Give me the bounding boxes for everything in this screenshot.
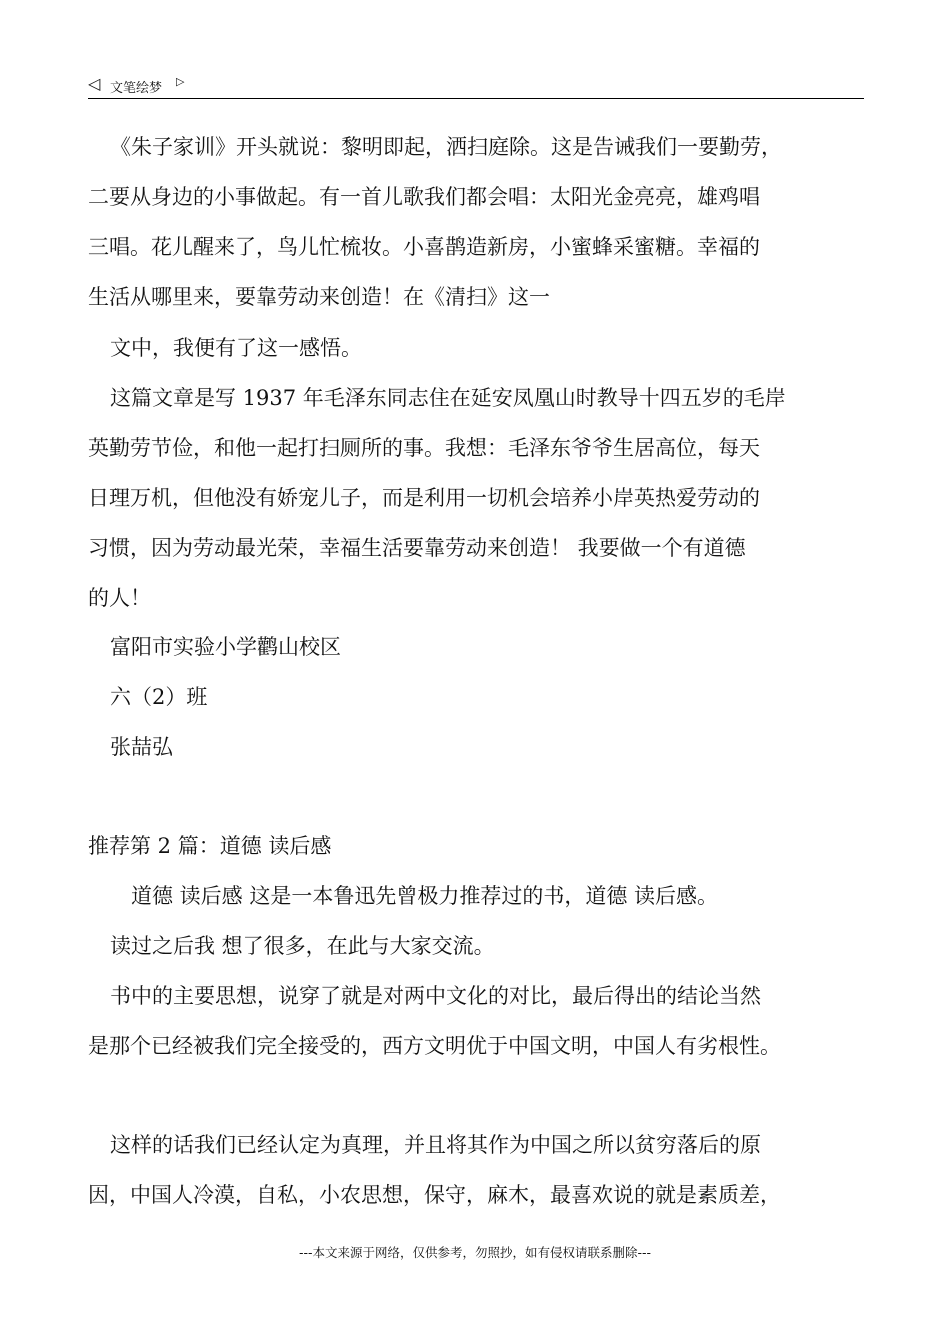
text-line: 的人！: [88, 586, 151, 610]
text-line: 书中的主要思想，说穿了就是对两中文化的对比，最后得出的结论当然: [110, 984, 761, 1008]
text-line: 二要从身边的小事做起。有一首儿歌我们都会唱：太阳光金亮亮，雄鸡唱: [88, 185, 760, 209]
text-line: 道德 读后感 这是一本鲁迅先曾极力推荐过的书，道德 读后感。: [131, 884, 719, 908]
section-heading: 推荐第 2 篇：道德 读后感: [88, 834, 332, 858]
triangle-left-icon: ◁: [88, 74, 101, 93]
text-line: 读过之后我 想了很多，在此与大家交流。: [110, 934, 495, 958]
text-line: 文中，我便有了这一感悟。: [110, 336, 362, 360]
page-header: [88, 74, 864, 99]
school-name: 富阳市实验小学鹳山校区: [110, 635, 341, 659]
text-line: 习惯，因为劳动最光荣，幸福生活要靠劳动来创造！ 我要做一个有道德: [88, 536, 746, 560]
author-name: 张喆弘: [110, 735, 173, 759]
text-line: 三唱。花儿醒来了，鸟儿忙梳妆。小喜鹊造新房，小蜜蜂采蜜糖。幸福的: [88, 235, 760, 259]
class-name: 六（2）班: [110, 685, 208, 709]
text-line: 是那个已经被我们完全接受的，西方文明优于中国文明，中国人有劣根性。: [88, 1034, 781, 1058]
text-line: 《朱子家训》开头就说：黎明即起，洒扫庭除。这是告诫我们一要勤劳，: [110, 135, 782, 159]
text-line: 这篇文章是写 1937 年毛泽东同志住在延安凤凰山时教导十四五岁的毛岸: [110, 386, 786, 410]
header-title: 文笔绘梦: [110, 81, 163, 96]
text-line: 生活从哪里来，要靠劳动来创造！在《清扫》这一: [88, 285, 550, 309]
text-line: 英勤劳节俭，和他一起打扫厕所的事。我想：毛泽东爷爷生居高位，每天: [88, 436, 760, 460]
triangle-right-icon: ▷: [176, 75, 185, 88]
text-line: 这样的话我们已经认定为真理，并且将其作为中国之所以贫穷落后的原: [110, 1133, 761, 1157]
page-footer: ---本文来源于网络，仅供参考，勿照抄，如有侵权请联系删除---: [298, 1245, 652, 1260]
text-line: 日理万机，但他没有娇宠儿子，而是利用一切机会培养小岸英热爱劳动的: [88, 486, 760, 510]
text-line: 因，中国人冷漠，自私，小农思想，保守，麻木，最喜欢说的就是素质差，: [88, 1183, 781, 1207]
